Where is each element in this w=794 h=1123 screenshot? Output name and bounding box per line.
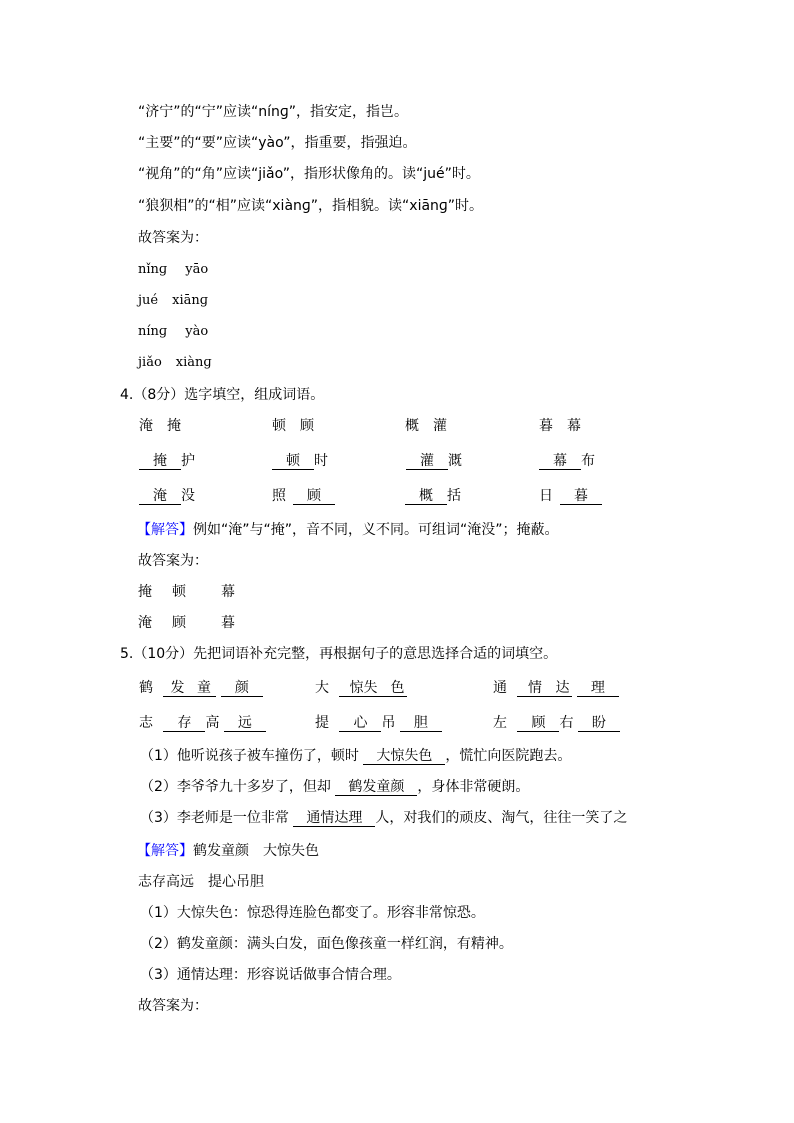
pinyin: nínɡ [138,324,168,339]
solution-text: 例如“淹”与“掩”，音不同，义不同。可组词“淹没”；掩蔽。 [193,522,559,538]
question-title: 5.（10分）先把词语补充完整，再根据句子的意思选择合适的词填空。 [120,646,558,662]
answer-blank: 概 [405,488,447,505]
fill-word [405,487,461,505]
solution-line [137,521,559,539]
word-char: 护 [181,453,195,469]
answer-blank: 情 [517,680,552,697]
answer-blank: 盼 [578,715,620,732]
answer-blank: 胆 [400,715,442,732]
explanation-line: “狼狈相”的“相”应读“xiànɡ”，指相貌。读“xiānɡ”时。 [138,198,484,214]
answer-blank: 远 [224,715,266,732]
answer-line [138,614,235,632]
word-char: 没 [181,488,195,504]
word-char: 溉 [448,453,462,469]
sentence [140,747,571,765]
answer-label: 故答案为： [138,553,208,569]
answer-blank: 颜 [221,680,263,697]
explanation-line: “主要”的“要”应读“yào”，指重要，指强迫。 [138,135,417,151]
idiom-char: 提 [315,715,329,731]
answer-blank: 淹 [139,488,181,505]
sentence-text: ，慌忙向医院跑去。 [445,748,572,764]
explanation-line: （3）通情达理：形容说话做事合情合理。 [140,967,401,983]
pinyin: yào [185,324,209,339]
idiom-char: 鹤 [139,680,153,696]
answer-blank: 顾 [293,488,335,505]
fill-word [139,487,195,505]
explanation-line: “视角”的“角”应读“jiǎo”，指形状像角的。读“jué”时。 [138,166,480,182]
answer-blank: 灌 [406,453,448,470]
explanation-line: （1）大惊失色：惊恐得连脸色都变了。形容非常惊恐。 [140,905,485,921]
answer-blank: 大惊失色 [363,748,445,765]
answer-label: 故答案为： [138,998,208,1014]
idiom-char: 童 [191,680,216,697]
explanation-line: “济宁”的“宁”应读“nínɡ”，指安定，指岂。 [138,104,409,120]
answer-char: 幕 [221,584,235,600]
solution-line: 志存高远 提心吊胆 [138,874,264,890]
answer-blank: 鹤发童颜 [335,779,417,796]
solution-line [137,842,319,860]
idiom-char: 通 [493,680,507,696]
sentence-text: （2）李爷爷九十多岁了，但却 [140,779,331,795]
pinyin: yāo [185,262,209,277]
answer-blank: 掩 [139,453,181,470]
answer-blank: 顿 [272,453,314,470]
idiom-char: 高 [205,715,220,731]
fill-word [539,487,602,505]
answer-line [138,261,208,279]
word-char: 布 [581,453,595,469]
answer-blank: 理 [577,680,619,697]
answer-char: 暮 [221,615,235,631]
char-pair: 淹 掩 [139,418,181,434]
char-pair: 概 灌 [405,418,447,434]
solution-text: 鹤发童颜 大惊失色 [193,843,319,859]
pinyin: nǐnɡ [138,262,168,277]
answer-line [138,583,235,601]
answer-blank: 存 [163,715,205,732]
idiom-char: 右 [559,715,574,731]
sentence-text: ，身体非常硬朗。 [417,779,530,795]
idiom-blank [315,714,442,732]
explanation-line: （2）鹤发童颜：满头白发，面色像孩童一样红润，有精神。 [140,936,513,952]
fill-word [139,452,195,470]
fill-word [272,487,335,505]
solution-label: 【解答】 [137,843,193,859]
sentence-text: 人，对我们的顽皮、淘气，往往一笑了之 [375,810,628,826]
pinyin: jiǎo [138,355,162,370]
answer-blank: 通情达理 [293,810,375,827]
answer-char: 顿 [172,584,186,600]
idiom-blank [315,679,407,697]
sentence [140,778,529,796]
fill-word [272,452,328,470]
answer-blank: 心 [339,715,381,732]
char-pair: 顿 顾 [272,418,314,434]
sentence-text: （1）他听说孩子被车撞伤了，顿时 [140,748,359,764]
pinyin: jué [138,293,159,308]
idiom-char: 达 [552,680,572,697]
idiom-char: 吊 [381,715,396,731]
idiom-char: 大 [315,680,329,696]
char-pair: 暮 幕 [539,418,581,434]
answer-char: 掩 [138,584,152,600]
answer-blank: 顾 [517,715,559,732]
answer-line [138,354,212,372]
idiom-blank [493,714,620,732]
pinyin: xiānɡ [172,293,209,308]
answer-line [138,292,208,310]
idiom-blank [139,679,263,697]
idiom-blank [139,714,266,732]
word-char: 括 [447,488,461,504]
sentence [140,809,627,827]
fill-word [406,452,462,470]
answer-blank: 幕 [539,453,581,470]
answer-blank: 惊失 [339,680,387,697]
word-char: 照 [272,488,286,504]
idiom-char: 左 [493,715,507,731]
answer-char: 顾 [172,615,186,631]
answer-char: 淹 [138,615,152,631]
answer-blank: 发 [163,680,191,697]
answer-label: 故答案为： [138,230,208,246]
solution-label: 【解答】 [137,522,193,538]
pinyin: xiànɡ [175,355,212,370]
word-char: 时 [314,453,328,469]
question-title: 4.（8分）选字填空，组成词语。 [120,387,325,403]
answer-blank: 暮 [560,488,602,505]
idiom-char: 色 [387,680,407,697]
idiom-blank [493,679,619,697]
answer-line [138,323,208,341]
word-char: 日 [539,488,553,504]
idiom-char: 志 [139,715,153,731]
sentence-text: （3）李老师是一位非常 [140,810,289,826]
fill-word [539,452,595,470]
